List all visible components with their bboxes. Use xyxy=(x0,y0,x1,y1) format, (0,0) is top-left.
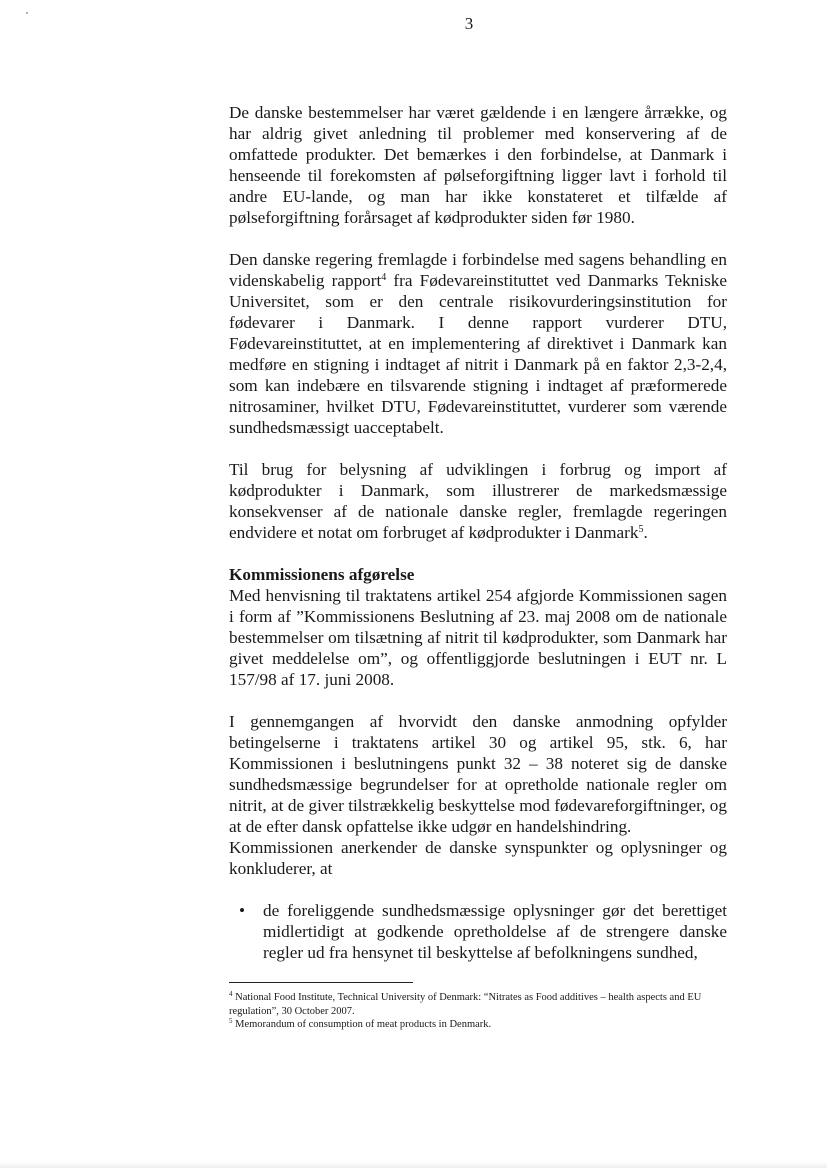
paragraph-2-text-b: fra Fødevareinstituttet ved Danmarks Tekniske Universitet, som er den centrale risikovurderingsinstitution for fødevarer i Danmark. I denne rapport vurderer DTU, Fødevareinstituttet, at en implementering af direktivet i Danmark kan medføre en stigning i indtaget af nitrit i Danmark på en faktor 2,3-2,4, som kan indebære en tilsvarende stigning i indtaget af præformerede nitrosaminer, hvilket DTU, Fødevareinstituttet, vurderer som værende sundhedsmæssigt uacceptabelt. xyxy=(229,271,727,437)
paragraph-1: De danske bestemmelser har været gældende i en længere årrække, og har aldrig givet anledning til problemer med konservering af de omfattede produkter. Det bemærkes i den forbindelse, at Danmark i henseende til forekomsten af pølseforgiftning ligger lavt i forhold til andre EU-lande, og man har ikke konstateret et tilfælde af pølseforgiftning forårsaget af kødprodukter siden før 1980. xyxy=(229,103,727,227)
footnote-ref-5: 5 xyxy=(638,524,644,535)
paragraph-5: I gennemgangen af hvorvidt den danske anmodning opfylder betingelserne i traktatens artikel 30 og artikel 95, stk. 6, har Kommissionen i beslutningens punkt 32 – 38 noteret sig de danske sundhedsmæssige begrundelser for at opretholde nationale regler om nitrit, at de giver tilstrækkelig beskyttelse mod fødevareforgiftninger, og at de efter dansk opfattelse ikke udgør en handelshindring. xyxy=(229,712,727,836)
paragraph-2-text-a: Den danske regering fremlagde i forbindelse med sagens behandling en videnskabelig rapport xyxy=(229,250,727,290)
footnote-number: 4 xyxy=(229,990,233,998)
footnote-5 xyxy=(229,1018,727,1032)
footnote-ref-4: 4 xyxy=(381,272,387,283)
footnote-text: Memorandum of consumption of meat products in Denmark. xyxy=(232,1019,492,1030)
bullet-marker: • xyxy=(239,901,246,920)
paragraph-6: Kommissionen anerkender de danske synspunkter og oplysninger og konkluderer, at xyxy=(229,838,727,878)
scan-edge-shadow xyxy=(0,1162,827,1168)
footnote-text: National Food Institute, Technical University of Denmark: “Nitrates as Food additives – health aspects and EU regulation”, 30 October 2007. xyxy=(229,992,702,1017)
footnote-number: 5 xyxy=(229,1017,233,1025)
paragraph-3-text-b: . xyxy=(643,523,648,542)
section-heading: Kommissionens afgørelse xyxy=(229,565,415,584)
footnote-4 xyxy=(229,991,727,1018)
paragraph-2 xyxy=(229,249,727,438)
bullet-list xyxy=(229,900,727,963)
paragraph-3 xyxy=(229,459,727,543)
bullet-item xyxy=(229,900,727,963)
page-number: 3 xyxy=(464,14,474,33)
footnote-divider xyxy=(229,982,413,983)
document-body xyxy=(229,102,727,963)
paragraph-3-text-a: Til brug for belysning af udviklingen i forbrug og import af kødprodukter i Danmark, som illustrerer de markedsmæssige konsekvenser af de nationale danske regler, fremlagde regeringen endvidere et notat om forbruget af kødprodukter i Danmark xyxy=(229,460,727,542)
paragraph-4: Med henvisning til traktatens artikel 254 afgjorde Kommissionen sagen i form af ”Kommissionens Beslutning af 23. maj 2008 om de nationale bestemmelser om tilsætning af nitrit til kødprodukter, som Danmark har givet meddelelse om”, og offentliggjorde beslutningen i EUT nr. L 157/98 af 17. juni 2008. xyxy=(229,586,727,689)
bullet-text: de foreliggende sundhedsmæssige oplysninger gør det berettiget midlertidigt at godkende opretholdelse af de strengere danske regler ud fra hensynet til beskyttelse af befolkningens sundhed, xyxy=(263,901,727,962)
footnotes xyxy=(229,991,727,1032)
